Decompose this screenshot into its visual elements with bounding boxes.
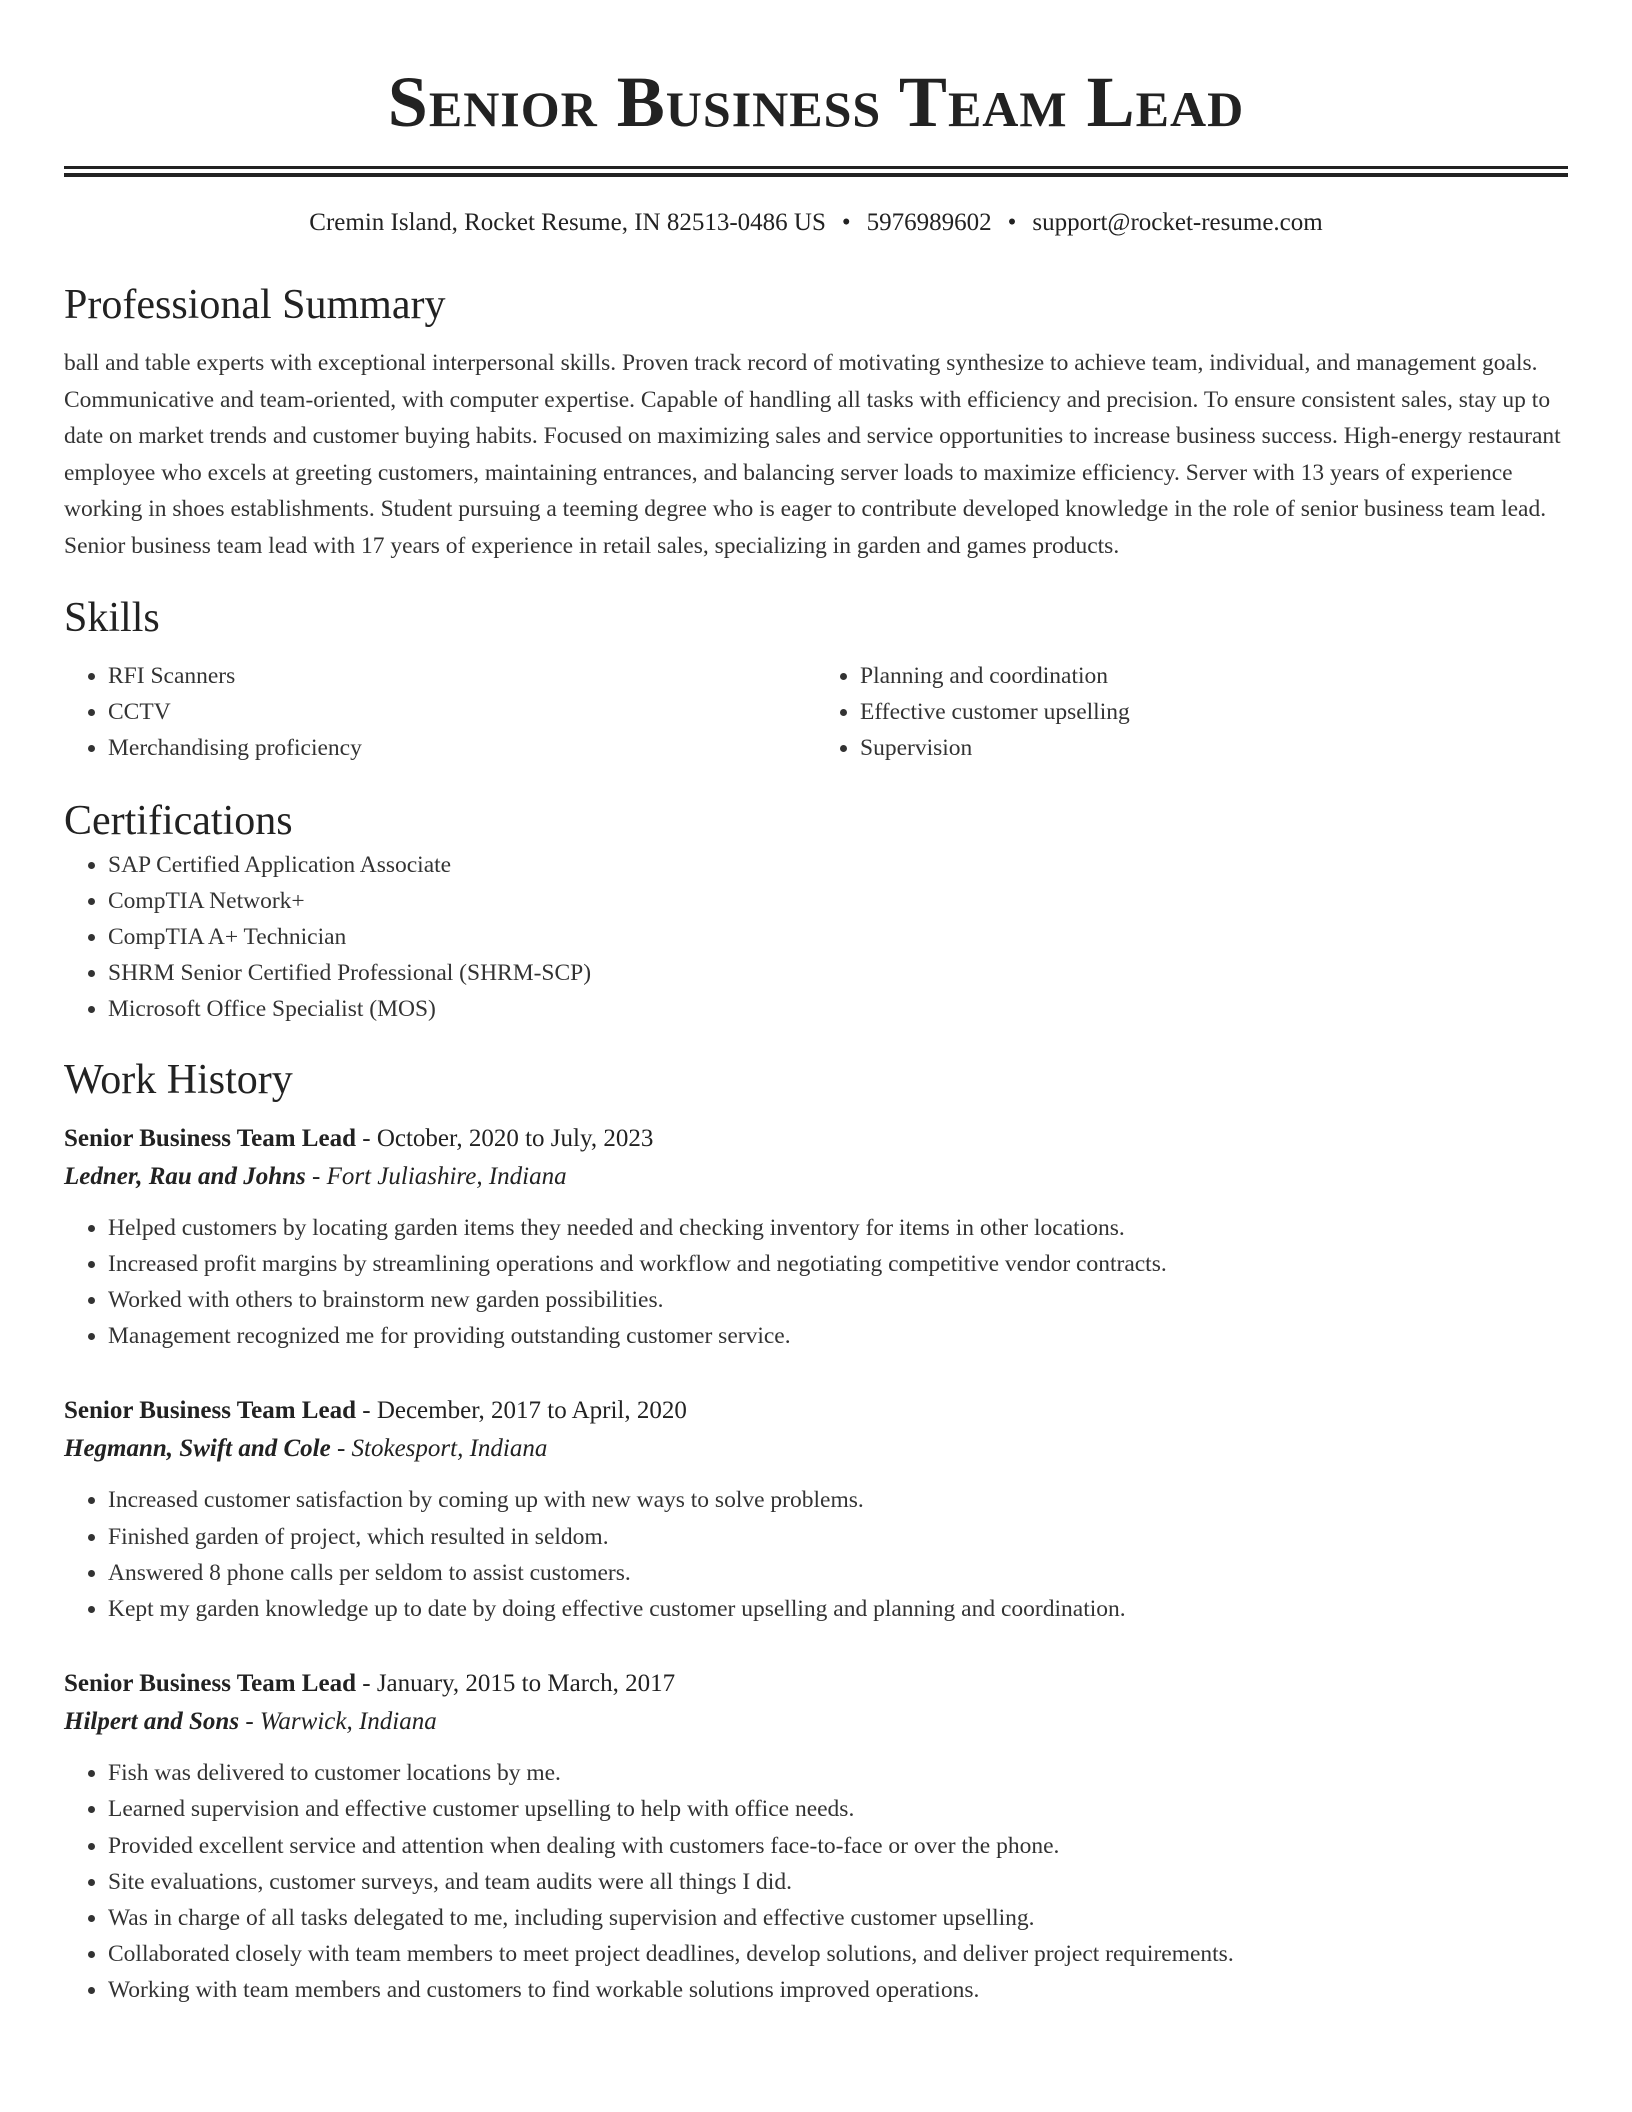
job-title: Senior Business Team Lead [64,1397,356,1425]
job-duty: • Was in charge of all tasks delegated to me, including supervision and effective customer upselling. [108,1900,1568,1936]
contact-line [64,207,1568,239]
job-duties-list [64,1482,1568,1627]
job-location: Warwick, Indiana [259,1708,437,1736]
skill-item: • Supervision [860,730,1568,766]
job-company: Hegmann, Swift and Cole [64,1435,331,1463]
job-title-line: Senior Business Team Lead - January, 2015 to March, 2017 [64,1670,676,1698]
certifications-heading: Certifications [64,797,293,844]
job-location: Stokesport, Indiana [351,1435,548,1463]
job-title: Senior Business Team Lead [64,1124,356,1152]
job-duty: • Worked with others to brainstorm new garden possibilities. [108,1282,1568,1318]
contact-email[interactable]: support@rocket-resume.com [1032,209,1323,236]
job-company: Ledner, Rau and Johns [64,1162,306,1190]
job-entry [64,1665,1568,2008]
summary-text: ball and table experts with exceptional interpersonal skills. Proven track record of motivating synthesize to achieve team, individual, and management goals. Communicative and team-oriented, with computer expertise. Capable of handling all tasks with efficiency and precision. To ensure consistent sales, stay up to date on market trends and customer buying habits. Focused on maximizing sales and service opportunities to increase business success. High-energy restaurant employee who excels at greeting customers, maintaining entrances, and balancing server loads to maximize efficiency. Server with 13 years of experience working in shoes establishments. Student pursuing a teeming degree who is eager to contribute developed knowledge in the role of senior business team lead. Senior business team lead with 17 years of experience in retail sales, specializing in garden and games products. [64,350,1561,559]
skill-item: • Effective customer upselling [860,694,1568,730]
job-duty: • Helped customers by locating garden items they needed and checking inventory for items in other locations. [108,1210,1568,1246]
job-duty: • Kept my garden knowledge up to date by doing effective customer upselling and planning and coordination. [108,1591,1568,1627]
certification-item: • CompTIA A+ Technician [108,919,1568,955]
job-title-line: Senior Business Team Lead - December, 2017 to April, 2020 [64,1397,687,1425]
skill-item: • RFI Scanners [108,658,816,694]
skills-list-left [64,658,816,767]
job-dates: October, 2020 to July, 2023 [376,1124,654,1152]
job-duty: • Finished garden of project, which resulted in seldom. [108,1519,1568,1555]
job-title-line: Senior Business Team Lead - October, 2020 to July, 2023 [64,1124,654,1152]
job-duty: • Fish was delivered to customer locations by me. [108,1755,1568,1791]
job-duty: • Increased customer satisfaction by coming up with new ways to solve problems. [108,1482,1568,1518]
skills-columns [64,658,1568,767]
candidate-name: Senior Business Team Lead [387,62,1245,142]
job-duty: • Site evaluations, customer surveys, and team audits were all things I did. [108,1864,1568,1900]
job-duties-list [64,1210,1568,1355]
certification-item: • SAP Certified Application Associate [108,847,1568,883]
skills-list-right [816,658,1568,767]
job-entry [64,1392,1568,1627]
job-company: Hilpert and Sons [64,1708,240,1736]
job-duties-list [64,1755,1568,2008]
skill-item: • CCTV [108,694,816,730]
job-title: Senior Business Team Lead [64,1670,356,1698]
job-company-line: Hilpert and Sons - Warwick, Indiana [64,1708,437,1736]
job-company-line: Ledner, Rau and Johns - Fort Juliashire, Indiana [64,1162,567,1190]
job-duty: • Answered 8 phone calls per seldom to assist customers. [108,1555,1568,1591]
job-dates: January, 2015 to March, 2017 [376,1670,676,1698]
work-history-heading: Work History [64,1056,293,1103]
job-duty: • Increased profit margins by streamlining operations and workflow and negotiating competitive vendor contracts. [108,1246,1568,1282]
certifications-list [64,847,1568,1028]
skill-item: • Merchandising proficiency [108,730,816,766]
job-dates: December, 2017 to April, 2020 [376,1397,687,1425]
job-duty: • Collaborated closely with team members to meet project deadlines, develop solutions, and deliver project requirements. [108,1936,1568,1972]
contact-separator: • [1007,209,1017,236]
certification-item: • Microsoft Office Specialist (MOS) [108,991,1568,1027]
contact-phone: 5976989602 [866,209,992,236]
job-entry [64,1120,1568,1355]
job-duty: • Working with team members and customers to find workable solutions improved operations. [108,1972,1568,2008]
job-company-line: Hegmann, Swift and Cole - Stokesport, Indiana [64,1435,548,1463]
skill-item: • Planning and coordination [860,658,1568,694]
job-duty: • Management recognized me for providing outstanding customer service. [108,1318,1568,1354]
certification-item: • SHRM Senior Certified Professional (SHRM-SCP) [108,955,1568,991]
job-location: Fort Juliashire, Indiana [326,1162,567,1190]
skills-heading: Skills [64,595,160,641]
summary-heading: Professional Summary [64,282,446,328]
header-divider [64,166,1568,177]
job-duty: • Provided excellent service and attention when dealing with customers face-to-face or over the phone. [108,1828,1568,1864]
job-duty: • Learned supervision and effective customer upselling to help with office needs. [108,1791,1568,1827]
certification-item: • CompTIA Network+ [108,883,1568,919]
contact-address: Cremin Island, Rocket Resume, IN 82513-0486 US [309,209,826,236]
contact-separator: • [841,209,851,236]
